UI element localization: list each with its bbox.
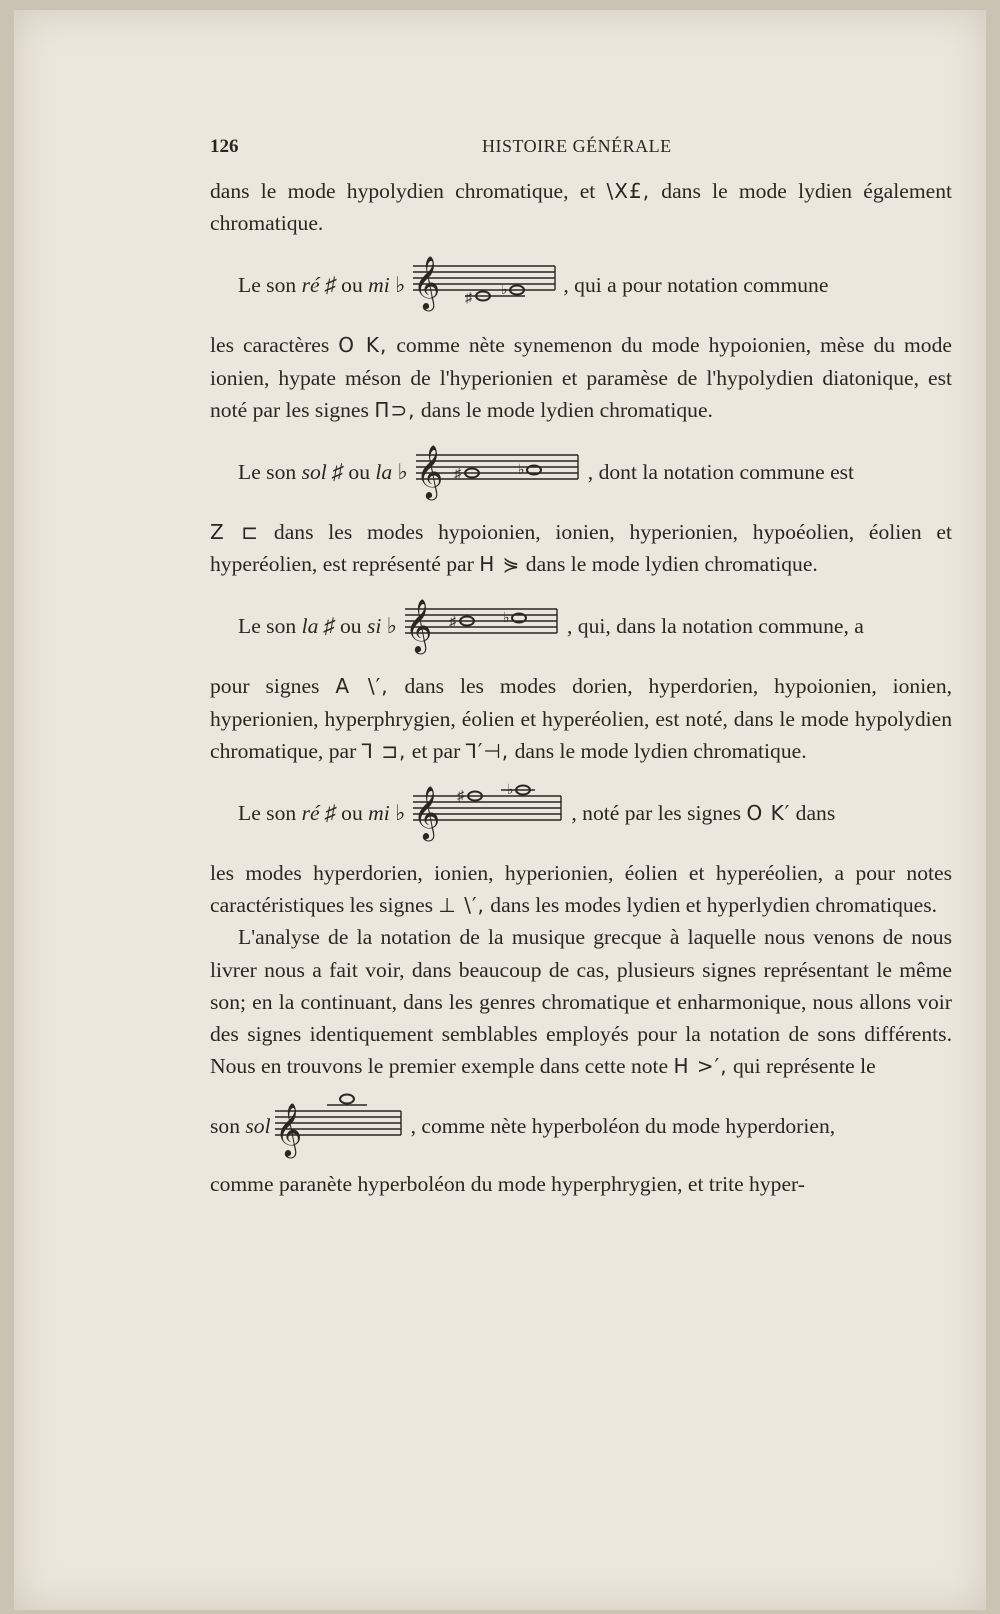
text: dans les modes dorien, hyperdorien, hypoionien, ionien, hyperionien, hyperphrygien, éolien et hyperéolien, est noté, dans le mode hypolydien chromatique, par (210, 674, 953, 763)
text: dans le mode lydien chromatique. (514, 738, 807, 763)
svg-text:♭: ♭ (507, 783, 514, 799)
greek-notation-signs: Z ⊏ (210, 520, 260, 545)
note-name: si ♭ (366, 614, 397, 639)
music-line-tail: , dont la notation commune est (587, 459, 855, 484)
text: Le son (238, 273, 297, 298)
greek-notation-signs: O K′ (746, 800, 791, 825)
greek-notation-signs: H ⋟ (479, 552, 521, 577)
note-name: ré ♯ (301, 273, 336, 298)
text: comme nète synemenon du mode hypoionien, mèse du mode ionien, hypate méson de l'hyperionien et paramèse de l'hypolydien diatonique, est noté par les signes (210, 333, 952, 422)
paragraph (210, 670, 952, 767)
text: ou (348, 459, 370, 484)
music-line-lead (210, 1110, 271, 1142)
svg-text:♭: ♭ (517, 463, 525, 479)
text: dans le mode hypolydien chromatique, et (210, 179, 596, 203)
note-name: mi ♭ (368, 273, 406, 298)
svg-text:♭: ♭ (501, 283, 508, 299)
text: dans (795, 800, 836, 825)
music-line-tail: , qui, dans la notation commune, a (566, 614, 864, 639)
greek-notation-signs: A \′, (335, 674, 389, 699)
music-staff-snippet (408, 437, 588, 507)
text: comme paranète hyperboléon du mode hyperphrygien, et trite hyper- (210, 1172, 805, 1197)
text: dans le mode lydien chromatique. (420, 397, 713, 422)
svg-text:𝄞: 𝄞 (415, 444, 443, 499)
music-example-line (210, 245, 952, 325)
music-line-lead (210, 610, 397, 642)
paragraph (210, 516, 952, 580)
text: ou (341, 800, 363, 825)
text: dans les modes hypoionien, ionien, hyperionien, hypoéolien, éolien et hyperéolien, est représenté par (210, 520, 952, 577)
text: dans le mode lydien également chromatique. (210, 179, 952, 236)
greek-notation-signs: ꓶ ⊐, (361, 738, 407, 763)
text: son (210, 1114, 240, 1139)
music-line-lead (210, 269, 405, 301)
music-staff-snippet (405, 250, 563, 320)
note-name: ré ♯ (301, 800, 336, 825)
paragraph (210, 175, 952, 239)
music-line-lead (210, 797, 405, 829)
text: les modes hyperdorien, ionien, hyperionien, éolien et hyperéolien, a pour notes caractéristiques les signes (210, 861, 952, 918)
music-example-line (210, 1088, 952, 1164)
paragraph (210, 857, 952, 921)
svg-text:𝄞: 𝄞 (413, 255, 441, 310)
music-line-tail: , qui a pour notation commune (563, 273, 829, 298)
svg-text:♯: ♯ (453, 467, 461, 483)
running-title: HISTOIRE GÉNÉRALE (482, 136, 672, 156)
text: Le son (238, 614, 297, 639)
text: Le son (238, 459, 297, 484)
text: L'analyse de la notation de la musique grecque à laquelle nous venons de nous livrer nous a fait voir, dans beaucoup de cas, plusieurs signes représentant le même son; en la continuant, dans les genres chromatique et enharmonique, nous allons voir des signes identiquement semblables employés pour la notation de sons différents. Nous en trouvons le premier exemple dans cette note (210, 925, 952, 1079)
page-header (210, 136, 952, 166)
svg-text:𝄞: 𝄞 (413, 785, 441, 840)
music-line-tail (571, 797, 952, 829)
note-name: sol ♯ (301, 459, 343, 484)
svg-text:♯: ♯ (465, 291, 473, 307)
text: , noté par les signes (571, 800, 742, 825)
note-name: mi ♭ (368, 800, 406, 825)
text: et par (411, 738, 461, 763)
music-line-tail: , comme nète hyperboléon du mode hyperdorien, (410, 1114, 836, 1139)
note-name: la ♯ (301, 614, 335, 639)
page-number: 126 (210, 136, 239, 157)
paragraph (210, 1168, 952, 1200)
text: dans les modes lydien et hyperlydien chromatiques. (490, 893, 938, 918)
svg-text:♯: ♯ (457, 789, 465, 805)
music-line-lead (210, 456, 408, 488)
svg-text:♭: ♭ (502, 611, 510, 627)
text: les caractères (210, 333, 330, 358)
text: dans le mode lydien chromatique. (525, 552, 818, 577)
text: Le son (238, 800, 297, 825)
note-name: sol (245, 1114, 271, 1139)
greek-notation-signs: ⊥ \′, (438, 893, 485, 918)
music-staff-snippet (405, 778, 571, 848)
text: qui représente le (733, 1054, 876, 1079)
note-name: la ♭ (375, 459, 408, 484)
text: ou (341, 273, 363, 298)
text: pour signes (210, 674, 320, 699)
music-example-line (210, 432, 952, 512)
paragraph (210, 329, 952, 426)
music-staff-snippet (271, 1089, 411, 1163)
svg-text:♯: ♯ (448, 615, 456, 631)
music-staff-snippet (397, 591, 567, 661)
music-example-line (210, 586, 952, 666)
greek-notation-signs: H >′, (673, 1054, 728, 1079)
paragraph (210, 921, 952, 1082)
svg-text:𝄞: 𝄞 (404, 598, 433, 653)
greek-notation-signs: \Χ£, (606, 179, 651, 203)
page-body (210, 175, 952, 1201)
greek-notation-signs: ꓶ′⊣, (465, 738, 510, 763)
greek-notation-signs: Π⊃, (374, 397, 416, 422)
book-page (14, 10, 986, 1610)
greek-notation-signs: O K, (338, 333, 388, 358)
svg-text:𝄞: 𝄞 (274, 1102, 302, 1157)
text: ou (339, 614, 362, 639)
music-example-line (210, 773, 952, 853)
